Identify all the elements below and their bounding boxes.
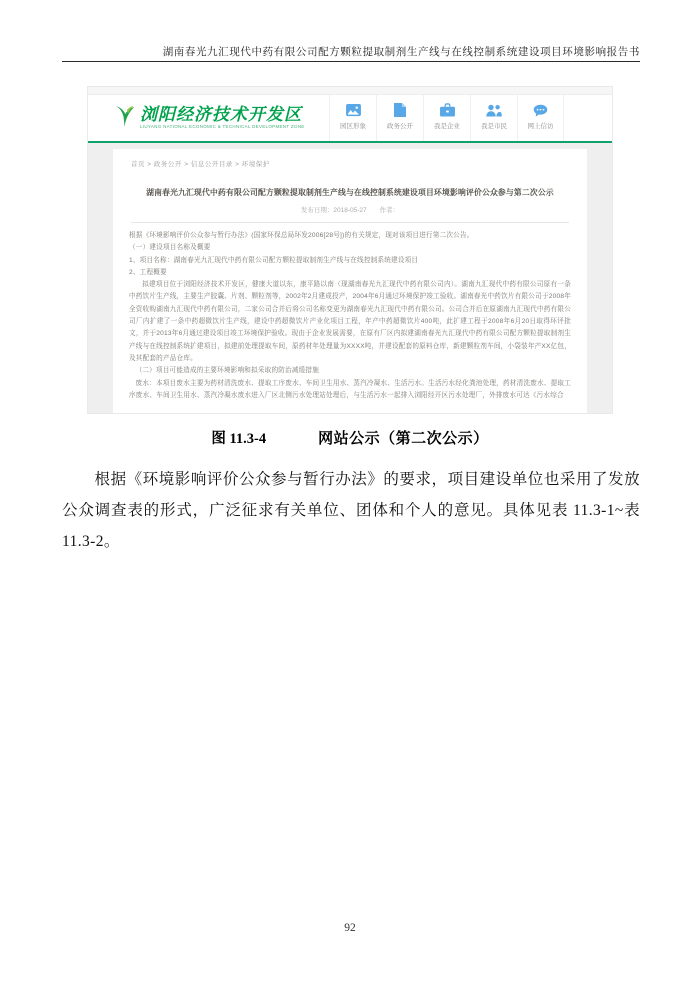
nav-label: 园区形象 — [340, 123, 366, 130]
article-divider — [131, 222, 569, 223]
site-name: 浏阳经济技术开发区 — [140, 105, 302, 125]
nav-label: 我是企业 — [434, 123, 460, 130]
article-paragraph: 废水：本项目废水主要为药材清洗废水、提取工序废水、车间卫生用水、蒸汽冷凝水、生活污水。生活污水经化粪池处理，药材清洗废水、提取工序废水、车间卫生用水、蒸汽冷凝水废水进入厂区北侧污水处理站处理后，与生活污水一起排入浏阳经开区污水处理厂，外排废水可达《污水综合 — [129, 379, 571, 399]
header-rule — [62, 61, 640, 62]
article-paragraph: 根据《环境影响评价公众参与暂行办法》(国家环保总局环发2006[28号])的有关规定，现对该项目进行第二次公告。 — [129, 232, 474, 239]
figure-number: 图 11.3-4 — [211, 431, 267, 447]
nav-item-petition[interactable] — [517, 95, 564, 141]
leaf-logo-icon — [115, 104, 135, 133]
site-logo[interactable] — [115, 104, 305, 133]
article-paragraph: 1、项目名称：湖南春光九汇现代中药有限公司配方颗粒提取制剂生产线与在线控制系统建设项目 — [129, 256, 419, 264]
article-paragraph: 拟建项目位于浏阳经济技术开发区，健康大道以东，康平路以南（现湖南春光九汇现代中药有限公司内）。湖南九汇现代中药有限公司原有一条中药饮片生产线，主要生产胶囊、片剂、颗粒剂等，2002年2月建成投产，2004年6月通过环境保护竣工验收。湖南春光中药饮片有限公司于2008年全资收购湖南九汇现代中药有限公司，二家公司合并后将公司名称变更为湖南春光九汇现代中药有限公司。公司合并后在原湖南九汇现代中药有限公司厂内扩建了一条中药超微饮片生产线，建设中药超微饮片产业化项目工程，年产中药超微饮片400吨，此扩建工程于2008年6月20日取得环评批文，并于2013年6月通过建设项目竣工环境保护验收。现由于企业发展需要，在原有厂区内拟建湖南春光九汇现代中药有限公司配方颗粒提取制剂生产线与在线控制系统扩建项目，拟建前处理提取车间，原药材年处理量为XXXX吨，并建设配套的原料仓库，新建颗粒剂车间，小袋装年产XX亿包，及其配套的产品仓库。 — [129, 281, 572, 362]
users-icon — [486, 103, 502, 117]
nav-item-enterprise[interactable] — [423, 95, 470, 141]
article-meta: 发布日期：2018-05-27 作者： — [300, 207, 400, 214]
content-panel — [113, 149, 587, 414]
nav-item-gov-info[interactable] — [376, 95, 423, 141]
breadcrumb[interactable]: 首页 > 政务公开 > 信息公开目录 > 环境保护 — [131, 161, 270, 168]
nav-label: 政务公开 — [387, 123, 413, 130]
page-number: 92 — [344, 922, 356, 934]
report-header-title: 湖南春光九汇现代中药有限公司配方颗粒提取制剂生产线与在线控制系统建设项目环境影响报告书 — [162, 47, 640, 58]
nav-label: 网上信访 — [527, 123, 554, 130]
site-top-strip — [88, 87, 612, 95]
chat-icon — [533, 103, 548, 117]
figure-caption — [0, 427, 700, 448]
article-paragraph: （一）建设项目名称及概要 — [129, 244, 211, 252]
image-icon — [346, 103, 361, 117]
article-paragraph: 2、工程概要 — [129, 268, 167, 276]
briefcase-icon — [440, 103, 455, 117]
site-body — [88, 143, 612, 414]
article-title: 湖南春光九汇现代中药有限公司配方颗粒提取制剂生产线与在线控制系统建设项目环境影响评价公众参与第二次公示 — [146, 188, 554, 197]
article-body — [129, 230, 571, 402]
nav-item-park-image[interactable] — [329, 95, 376, 141]
site-name-en: LIUYANG NATIONAL ECONOMIC & TECHNICAL DEVELOPMENT ZONE — [140, 124, 305, 130]
figure-title: 网站公示（第二次公示） — [318, 430, 489, 447]
article-paragraph: （二）项目可能造成的主要环境影响和拟采取的防治减缓措施 — [135, 367, 320, 375]
site-nav — [329, 95, 564, 141]
nav-label: 我是市民 — [481, 123, 507, 130]
nav-item-citizen[interactable] — [470, 95, 517, 141]
body-paragraph: 根据《环境影响评价公众参与暂行办法》的要求，项目建设单位也采用了发放公众调查表的形式，广泛征求有关单位、团体和个人的意见。具体见表 11.3-1~表 11.3-2。 — [62, 471, 640, 550]
site-header — [88, 95, 612, 141]
document-icon — [394, 103, 406, 117]
website-screenshot — [87, 86, 613, 414]
